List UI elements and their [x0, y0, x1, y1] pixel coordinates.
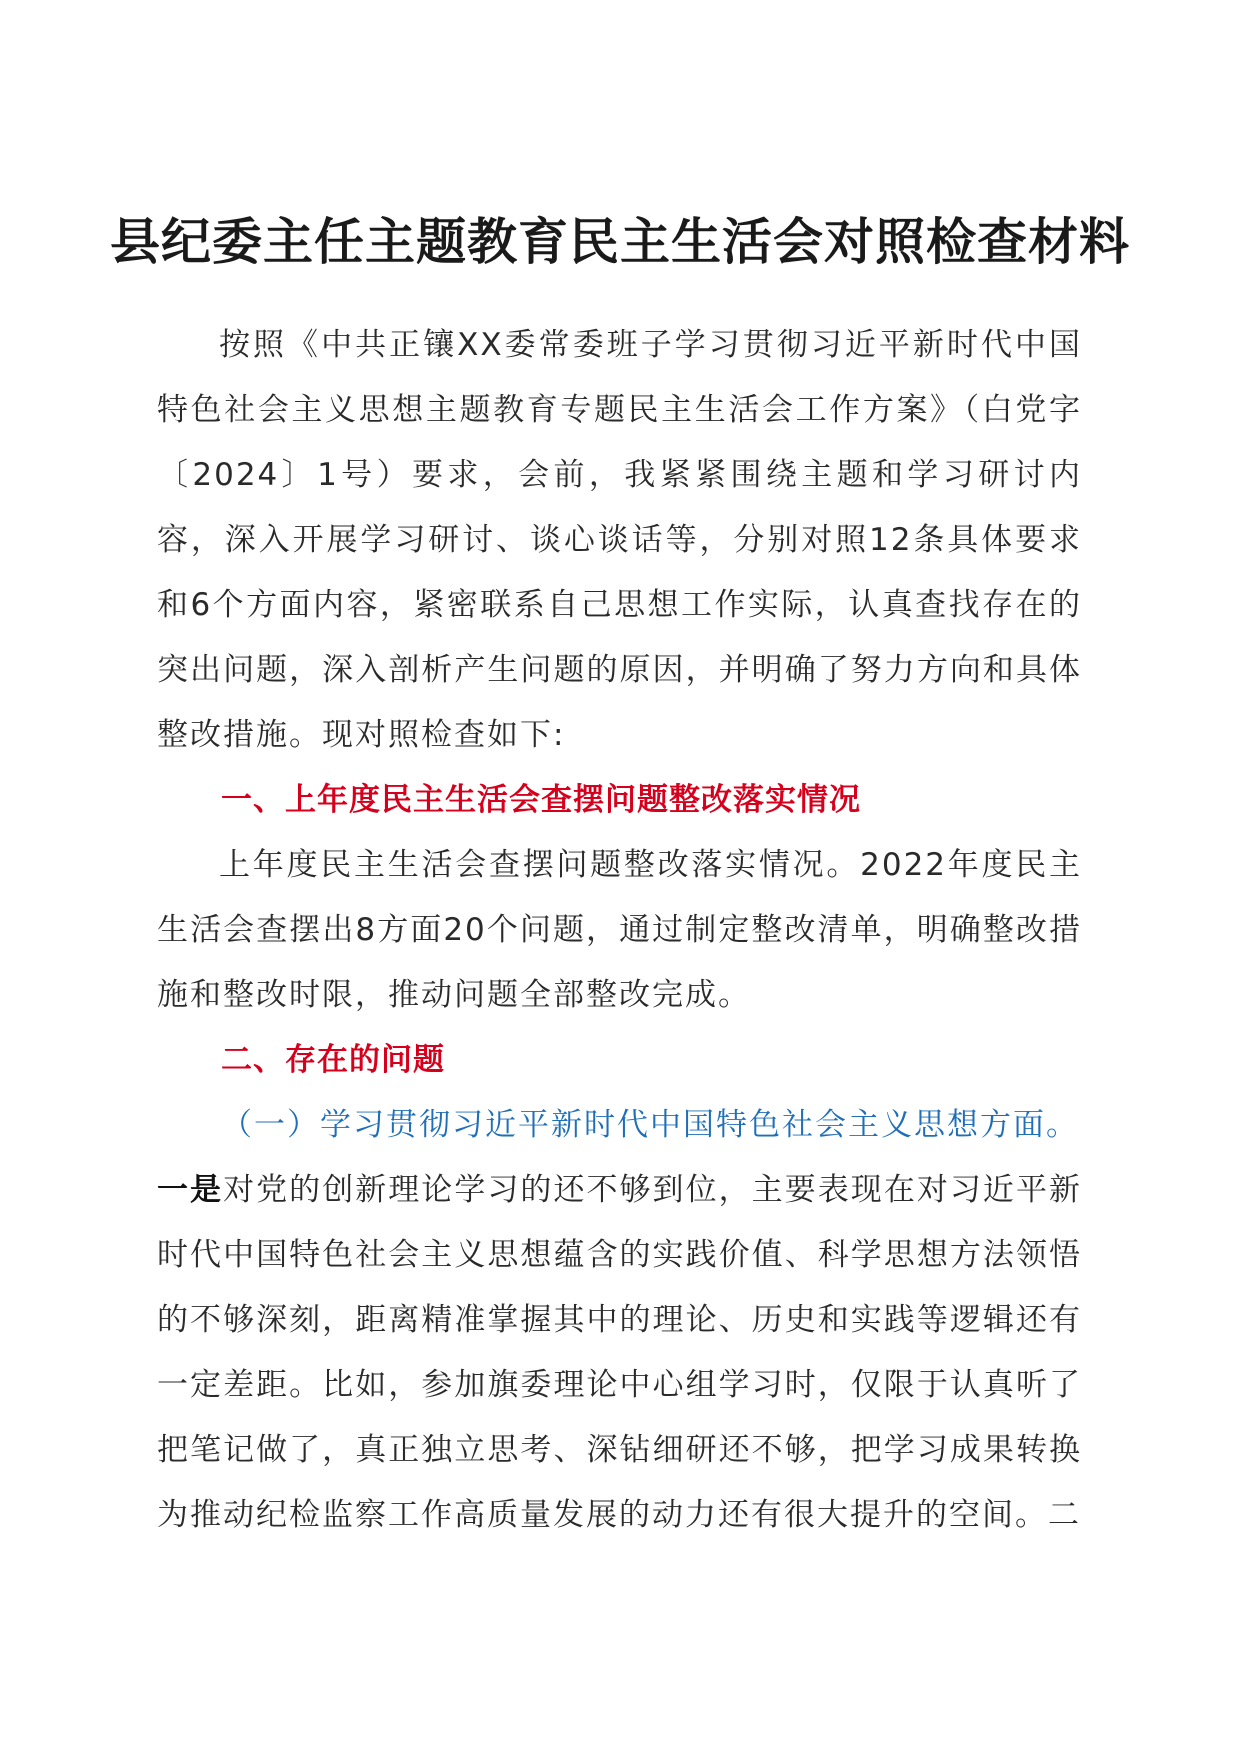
section-2-subheading: （一）学习贯彻习近平新时代中国特色社会主义思想方面。 [221, 1107, 1079, 1143]
issue-lead: 一是 [157, 1172, 224, 1208]
section-1-heading: 一、上年度民主生活会查摆问题整改落实情况 [221, 782, 861, 818]
section-1-text: 上年度民主生活会查摆问题整改落实情况。2022年度民主生活会查摆出8方面20个问题，通过制定整改清单，明确整改措施和整改时限，推动问题全部整改完成。 [157, 847, 1082, 1013]
section-1-paragraph [157, 833, 1082, 1028]
intro-paragraph [157, 313, 1082, 753]
issue-text: 对党的创新理论学习的还不够到位，主要表现在对习近平新时代中国特色社会主义思想蕴含的实践价值、科学思想方法领悟的不够深刻，距离精准掌握其中的理论、历史和实践等逻辑还有一定差距。比如，参加旗委理论中心组学习时，仅限于认真听了把笔记做了，真正独立思考、深钻细研还不够，把学习成果转换为推动纪检监察工作高质量发展的动力还有很大提升的空间。二 [157, 1172, 1083, 1533]
intro-text: 按照《中共正镶XX委常委班子学习贯彻习近平新时代中国特色社会主义思想主题教育专题民主生活会工作方案》（白党字〔2024〕1号）要求，会前，我紧紧围绕主题和学习研讨内容，深入开展学习研讨、谈心谈话等，分别对照12条具体要求和6个方面内容，紧密联系自己思想工作实际，认真查找存在的突出问题，深入剖析产生问题的原因，并明确了努力方向和具体整改措施。现对照检查如下: [157, 327, 1082, 753]
document-title: 县纪委主任主题教育民主生活会对照检查材料 [110, 212, 1130, 271]
issue-text-block [157, 1158, 1082, 1548]
section-2-heading: 二、存在的问题 [221, 1042, 445, 1078]
issue-paragraph [157, 1158, 1082, 1548]
